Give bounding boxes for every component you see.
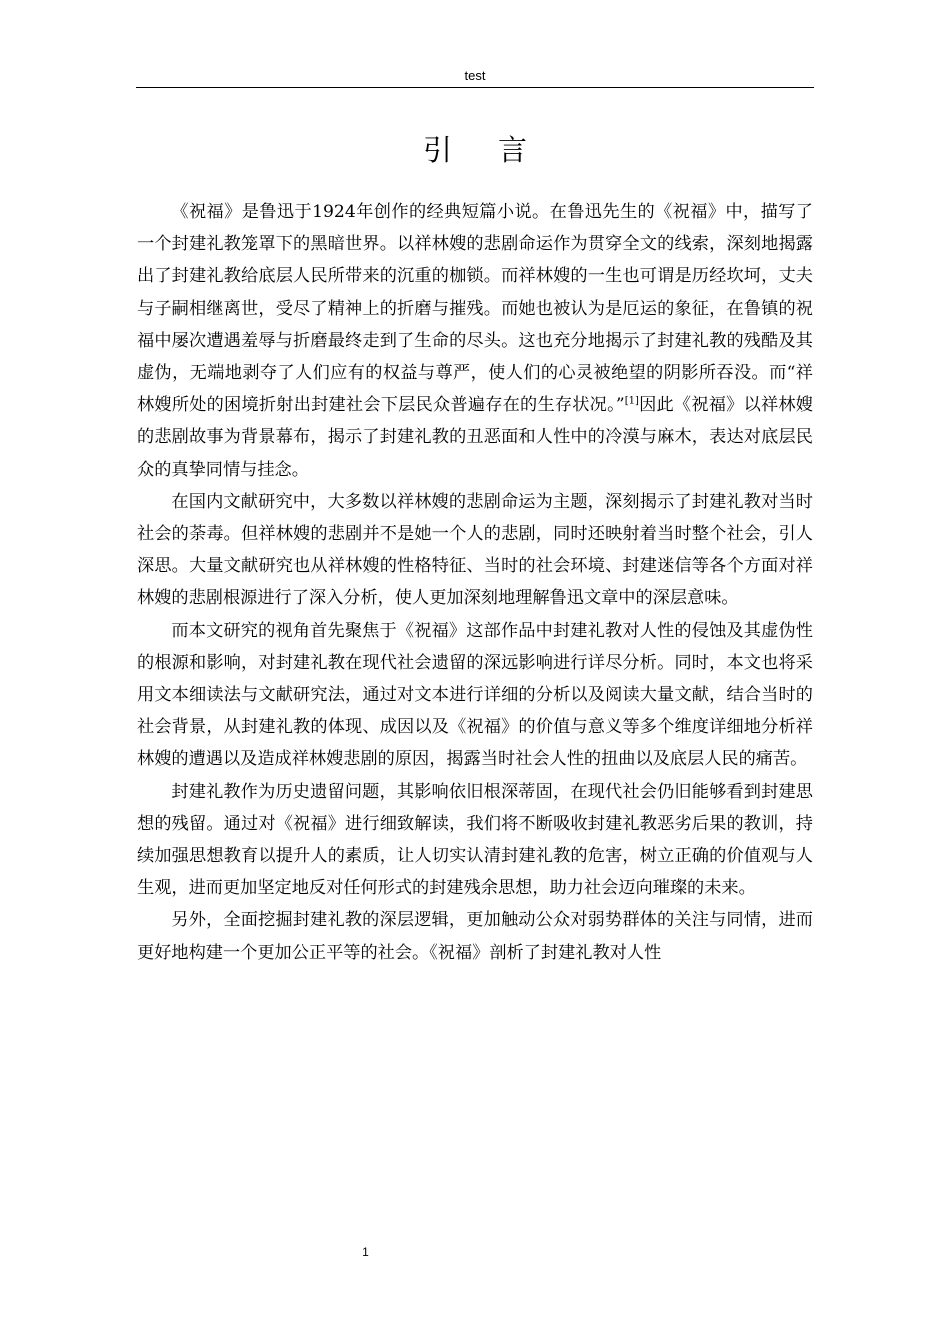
- citation-ref: [1]: [624, 395, 639, 407]
- body-text: [137, 196, 813, 1246]
- paragraph: 封建礼教作为历史遗留问题，其影响依旧根深蒂固，在现代社会仍旧能够看到封建思想的残留。通过对《祝福》进行细致解读，我们将不断吸收封建礼教恶劣后果的教训，持续加强思想教育以提升人的素质，让人切实认清封建礼教的危害，树立正确的价值观与人生观，进而更加坚定地反对任何形式的封建残余思想，助力社会迈向璀璨的未来。: [137, 781, 813, 899]
- paragraph-text: 《祝福》是鲁迅于1924年创作的经典短篇小说。在鲁迅先生的《祝福》中，描写了一个封建礼教笼罩下的黑暗世界。以祥林嫂的悲剧命运作为贯穿全文的线索，深刻地揭露出了封建礼教给底层人民所带来的沉重的枷锁。而祥林嫂的一生也可谓是历经坎坷，丈夫与子嗣相继离世，受尽了精神上的折磨与摧残。而她也被认为是厄运的象征，在鲁镇的祝福中屡次遭遇羞辱与折磨最终走到了生命的尽头。这也充分地揭示了封建礼教的残酷及其虚伪，无端地剥夺了人们应有的权益与尊严，使人们的心灵被绝望的阴影所吞没。而“祥林嫂所处的困境折射出封建社会下层民众普遍存在的生存状况。”: [137, 202, 813, 416]
- paragraph: 另外，全面挖掘封建礼教的深层逻辑，更加触动公众对弱势群体的关注与同情，进而更好地构建一个更加公正平等的社会。《祝福》剖析了封建礼教对人性: [137, 910, 813, 963]
- paragraph: [137, 196, 813, 486]
- paragraph-text: 因此《祝福》以祥林嫂的悲剧故事为背景幕布，揭示了封建礼教的丑恶面和人性中的冷漠与麻木，表达对底层民众的真挚同情与挂念。: [137, 395, 813, 480]
- section-title: 引言: [422, 133, 573, 167]
- page-number: 1: [362, 1245, 369, 1259]
- header-divider: [136, 87, 814, 88]
- paragraph: 在国内文献研究中，大多数以祥林嫂的悲剧命运为主题，深刻揭示了封建礼教对当时社会的荼毒。但祥林嫂的悲剧并不是她一个人的悲剧，同时还映射着当时整个社会，引人深思。大量文献研究也从祥林嫂的性格特征、当时的社会环境、封建迷信等各个方面对祥林嫂的悲剧根源进行了深入分析，使人更加深刻地理解鲁迅文章中的深层意味。: [137, 491, 813, 609]
- page-header: test: [464, 68, 486, 83]
- paragraph: 而本文研究的视角首先聚焦于《祝福》这部作品中封建礼教对人性的侵蚀及其虚伪性的根源和影响，对封建礼教在现代社会遗留的深远影响进行详尽分析。同时，本文也将采用文本细读法与文献研究法，通过对文本进行详细的分析以及阅读大量文献，结合当时的社会背景，从封建礼教的体现、成因以及《祝福》的价值与意义等多个维度详细地分析祥林嫂的遭遇以及造成祥林嫂悲剧的原因，揭露当时社会人性的扭曲以及底层人民的痛苦。: [137, 620, 813, 770]
